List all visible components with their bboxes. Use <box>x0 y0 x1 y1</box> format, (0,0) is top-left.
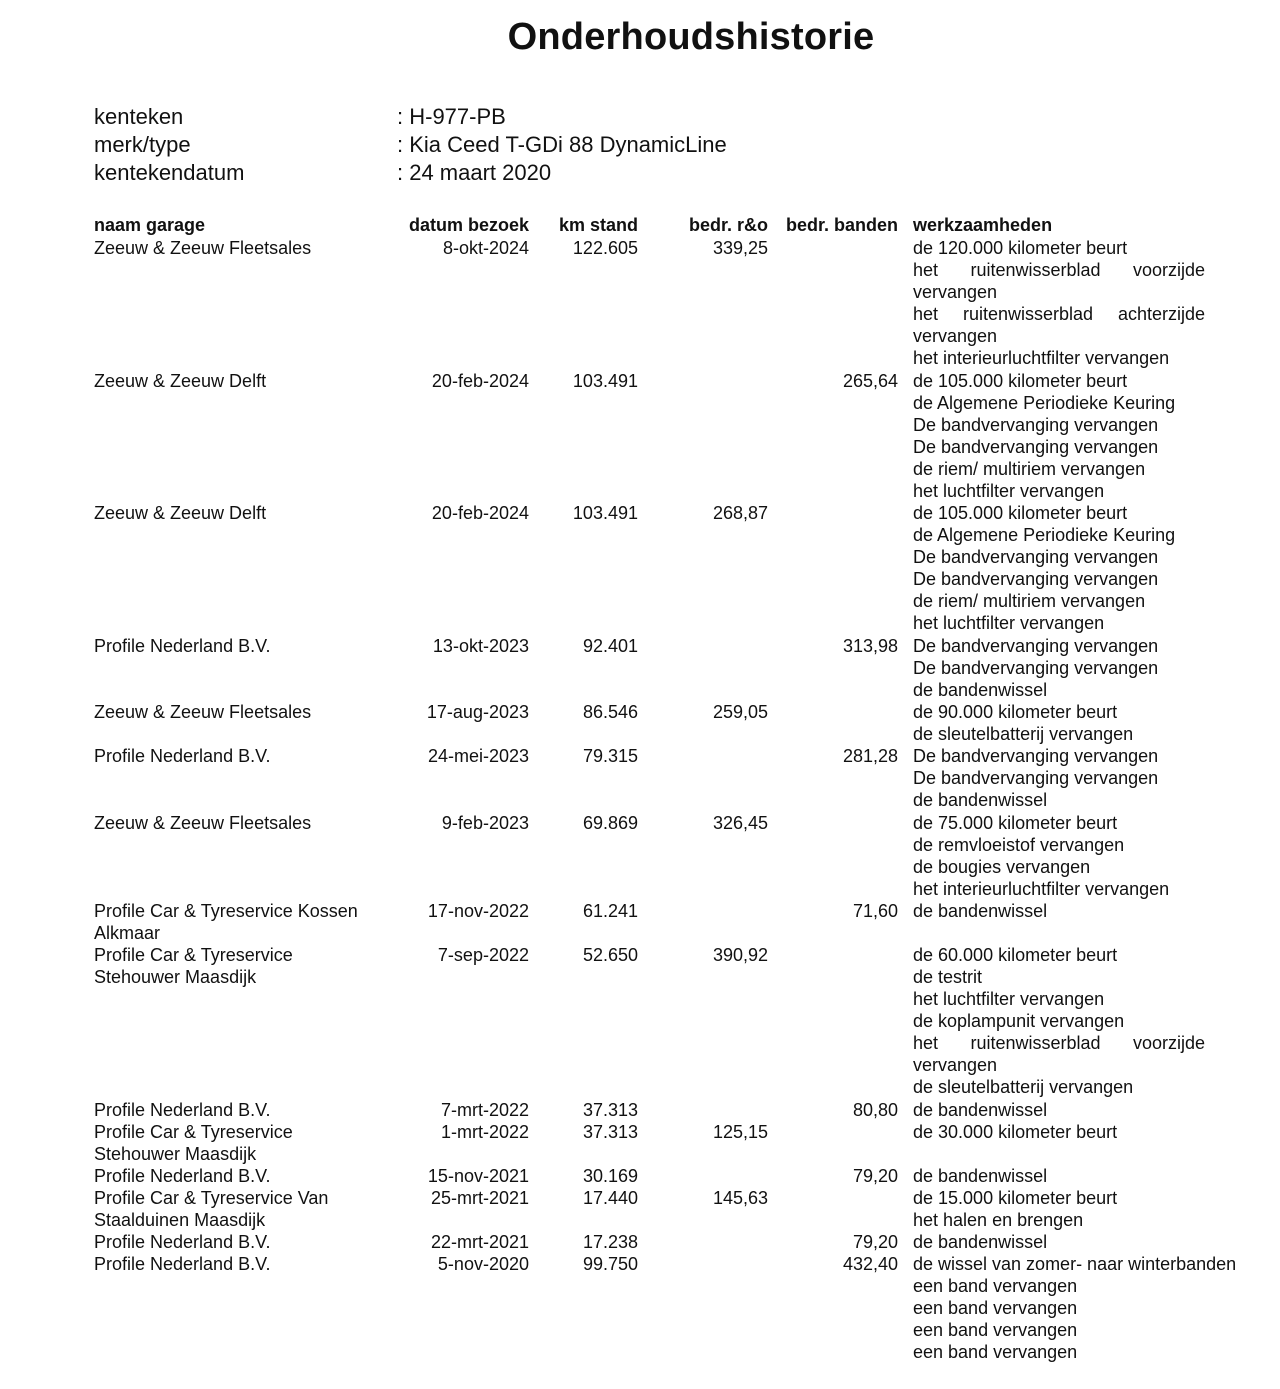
info-row-merk-type <box>94 131 727 159</box>
garage-line: Profile Nederland B.V. <box>94 1099 271 1120</box>
column-header-km: km stand <box>558 215 638 235</box>
column-header-date: datum bezoek <box>408 215 529 235</box>
cell-work <box>913 635 1273 701</box>
work-line: de wissel van zomer- naar winterbanden <box>913 1254 1237 1275</box>
cell-km: 103.491 <box>572 370 638 391</box>
cell-km: 103.491 <box>572 503 638 524</box>
column-header-banden: bedr. banden <box>785 215 898 235</box>
cell-work <box>913 745 1273 811</box>
cell-banden: 432,40 <box>842 1254 898 1275</box>
garage-line: Zeeuw & Zeeuw Fleetsales <box>94 238 312 258</box>
cell-work <box>913 944 1273 1098</box>
column-header-garage: naam garage <box>94 215 206 235</box>
cell-date: 8-okt-2024 <box>442 238 529 258</box>
work-line: vervangen <box>913 326 998 346</box>
work-line: de riem/ multiriem vervangen <box>913 591 1146 612</box>
cell-work <box>913 701 1273 745</box>
cell-ro: 339,25 <box>712 238 768 258</box>
cell-banden: 281,28 <box>842 746 898 767</box>
cell-work <box>913 502 1273 634</box>
cell-date: 20-feb-2024 <box>431 503 529 524</box>
cell-ro: 145,63 <box>712 1188 768 1209</box>
cell-banden: 71,60 <box>852 900 898 921</box>
work-line: de remvloeistof vervangen <box>913 834 1125 855</box>
table-header <box>0 214 1280 236</box>
work-line: de bandenwissel <box>913 1099 1048 1120</box>
work-line: vervangen <box>913 1055 998 1076</box>
cell-garage <box>94 1187 394 1231</box>
info-value: : H-977-PB <box>397 104 506 129</box>
table-row <box>0 812 1280 900</box>
cell-km: 122.605 <box>572 238 638 258</box>
table-row <box>0 1253 1280 1364</box>
garage-line: Zeeuw & Zeeuw Fleetsales <box>94 702 312 723</box>
work-line: een band vervangen <box>913 1320 1078 1341</box>
cell-work <box>913 237 1273 369</box>
cell-banden: 265,64 <box>842 370 898 391</box>
cell-km: 37.313 <box>582 1099 638 1120</box>
work-line: de bandenwissel <box>913 679 1048 700</box>
garage-line: Zeeuw & Zeeuw Fleetsales <box>94 812 312 833</box>
table-row <box>0 370 1280 503</box>
column-header-ro: bedr. r&o <box>688 215 768 235</box>
table-row <box>0 1165 1280 1187</box>
garage-line: Profile Nederland B.V. <box>94 635 271 656</box>
cell-km: 37.313 <box>582 1121 638 1142</box>
cell-date: 17-nov-2022 <box>427 900 529 921</box>
cell-ro: 268,87 <box>712 503 768 524</box>
cell-garage <box>94 1231 394 1253</box>
work-line: een band vervangen <box>913 1276 1078 1297</box>
cell-date: 1-mrt-2022 <box>440 1121 529 1142</box>
cell-ro: 125,15 <box>712 1121 768 1142</box>
cell-work <box>913 1099 1273 1121</box>
work-line: de riem/ multiriem vervangen <box>913 458 1146 479</box>
work-line: de sleutelbatterij vervangen <box>913 1077 1134 1098</box>
garage-line: Profile Car & Tyreservice <box>94 1121 293 1142</box>
work-line: een band vervangen <box>913 1298 1078 1319</box>
garage-line: Alkmaar <box>94 922 161 943</box>
cell-work <box>913 1121 1273 1143</box>
garage-line: Stehouwer Maasdijk <box>94 1143 257 1164</box>
cell-date: 7-mrt-2022 <box>440 1099 529 1120</box>
cell-km: 92.401 <box>582 635 638 656</box>
cell-date: 5-nov-2020 <box>437 1254 529 1275</box>
cell-work <box>913 1165 1273 1187</box>
work-line: het ruitenwisserblad achterzijde <box>913 304 1205 324</box>
garage-line: Stehouwer Maasdijk <box>94 967 257 988</box>
garage-line: Profile Nederland B.V. <box>94 1166 271 1187</box>
work-line: de bandenwissel <box>913 900 1048 921</box>
work-line: de bandenwissel <box>913 1166 1048 1187</box>
work-line: de 75.000 kilometer beurt <box>913 812 1118 833</box>
cell-banden: 79,20 <box>852 1166 898 1187</box>
garage-line: Profile Nederland B.V. <box>94 746 271 767</box>
table-row <box>0 745 1280 811</box>
work-line: De bandvervanging vervangen <box>913 635 1159 656</box>
table-row <box>0 237 1280 370</box>
work-line: de bandenwissel <box>913 790 1048 811</box>
cell-garage <box>94 745 394 767</box>
work-line: de bougies vervangen <box>913 856 1091 877</box>
cell-work <box>913 900 1273 922</box>
work-line: het luchtfilter vervangen <box>913 613 1105 634</box>
cell-banden: 79,20 <box>852 1232 898 1253</box>
info-label: kentekendatum <box>94 160 245 185</box>
garage-line: Zeeuw & Zeeuw Delft <box>94 503 267 524</box>
work-line: de testrit <box>913 967 983 988</box>
cell-banden: 313,98 <box>842 635 898 656</box>
table-row <box>0 1187 1280 1231</box>
cell-date: 7-sep-2022 <box>437 945 529 966</box>
cell-garage <box>94 1165 394 1187</box>
cell-date: 22-mrt-2021 <box>430 1232 529 1253</box>
work-line: de 105.000 kilometer beurt <box>913 503 1128 524</box>
work-line: de Algemene Periodieke Keuring <box>913 392 1176 413</box>
work-line: een band vervangen <box>913 1342 1078 1363</box>
cell-garage <box>94 237 394 259</box>
garage-line: Profile Car & Tyreservice Kossen <box>94 900 358 921</box>
info-row-kentekendatum <box>94 159 727 187</box>
work-line: het interieurluchtfilter vervangen <box>913 878 1170 899</box>
garage-line: Profile Car & Tyreservice <box>94 945 293 966</box>
cell-date: 25-mrt-2021 <box>430 1188 529 1209</box>
cell-date: 24-mei-2023 <box>427 746 529 767</box>
work-line: het halen en brengen <box>913 1210 1084 1231</box>
info-label: kenteken <box>94 104 184 129</box>
table-row <box>0 900 1280 944</box>
table-row <box>0 1231 1280 1253</box>
work-line: De bandvervanging vervangen <box>913 547 1159 568</box>
cell-date: 20-feb-2024 <box>431 370 529 391</box>
cell-km: 79.315 <box>582 746 638 767</box>
work-line: het interieurluchtfilter vervangen <box>913 348 1170 368</box>
work-line: de koplampunit vervangen <box>913 1011 1125 1032</box>
cell-garage <box>94 812 394 834</box>
table-row <box>0 944 1280 1099</box>
cell-garage <box>94 502 394 524</box>
column-header-work: werkzaamheden <box>913 215 1053 235</box>
cell-ro: 259,05 <box>712 702 768 723</box>
garage-line: Zeeuw & Zeeuw Delft <box>94 370 267 391</box>
cell-km: 52.650 <box>582 945 638 966</box>
cell-km: 17.440 <box>582 1188 638 1209</box>
cell-date: 17-aug-2023 <box>426 702 529 723</box>
work-line: de 90.000 kilometer beurt <box>913 702 1118 723</box>
work-line: het ruitenwisserblad voorzijde <box>913 260 1205 280</box>
work-line: De bandvervanging vervangen <box>913 414 1159 435</box>
cell-work <box>913 1253 1273 1363</box>
garage-line: Profile Car & Tyreservice Van <box>94 1188 329 1209</box>
cell-banden: 80,80 <box>852 1099 898 1120</box>
work-line: het ruitenwisserblad voorzijde <box>913 1033 1205 1054</box>
work-line: de 60.000 kilometer beurt <box>913 945 1118 966</box>
table-row <box>0 502 1280 635</box>
cell-km: 99.750 <box>582 1254 638 1275</box>
cell-work <box>913 370 1273 502</box>
work-line: De bandvervanging vervangen <box>913 569 1159 590</box>
work-line: de 30.000 kilometer beurt <box>913 1121 1118 1142</box>
work-line: de 15.000 kilometer beurt <box>913 1188 1118 1209</box>
info-value: : 24 maart 2020 <box>397 160 552 185</box>
work-line: De bandvervanging vervangen <box>913 436 1159 457</box>
work-line: De bandvervanging vervangen <box>913 768 1159 789</box>
work-line: de 105.000 kilometer beurt <box>913 370 1128 391</box>
cell-date: 9-feb-2023 <box>441 812 529 833</box>
cell-km: 86.546 <box>582 702 638 723</box>
cell-garage <box>94 701 394 723</box>
cell-garage <box>94 1099 394 1121</box>
garage-line: Profile Nederland B.V. <box>94 1254 271 1275</box>
work-line: de sleutelbatterij vervangen <box>913 724 1134 745</box>
cell-garage <box>94 370 394 392</box>
cell-garage <box>94 900 394 944</box>
vehicle-info <box>94 103 727 187</box>
cell-garage <box>94 944 394 988</box>
work-line: de bandenwissel <box>913 1232 1048 1253</box>
table-row <box>0 1121 1280 1165</box>
cell-km: 69.869 <box>582 812 638 833</box>
cell-work <box>913 812 1273 900</box>
cell-date: 15-nov-2021 <box>427 1166 529 1187</box>
work-line: de Algemene Periodieke Keuring <box>913 525 1176 546</box>
info-value: : Kia Ceed T-GDi 88 DynamicLine <box>397 132 727 157</box>
cell-km: 30.169 <box>582 1166 638 1187</box>
cell-work <box>913 1187 1273 1231</box>
table-row <box>0 1099 1280 1121</box>
cell-garage <box>94 635 394 657</box>
work-line: de 120.000 kilometer beurt <box>913 238 1128 258</box>
cell-ro: 326,45 <box>712 812 768 833</box>
table-row <box>0 635 1280 701</box>
table-row <box>0 701 1280 745</box>
info-row-kenteken <box>94 103 727 131</box>
page-title: Onderhoudshistorie <box>507 16 875 58</box>
work-line: het luchtfilter vervangen <box>913 480 1105 501</box>
maintenance-table <box>0 237 1280 1364</box>
work-line: De bandvervanging vervangen <box>913 657 1159 678</box>
cell-km: 61.241 <box>582 900 638 921</box>
cell-date: 13-okt-2023 <box>432 635 529 656</box>
work-line: het luchtfilter vervangen <box>913 989 1105 1010</box>
cell-work <box>913 1231 1273 1253</box>
work-line: De bandvervanging vervangen <box>913 746 1159 767</box>
work-line: vervangen <box>913 282 998 302</box>
cell-km: 17.238 <box>582 1232 638 1253</box>
garage-line: Profile Nederland B.V. <box>94 1232 271 1253</box>
cell-ro: 390,92 <box>712 945 768 966</box>
garage-line: Staalduinen Maasdijk <box>94 1210 266 1231</box>
cell-garage <box>94 1253 394 1275</box>
info-label: merk/type <box>94 132 191 157</box>
cell-garage <box>94 1121 394 1165</box>
